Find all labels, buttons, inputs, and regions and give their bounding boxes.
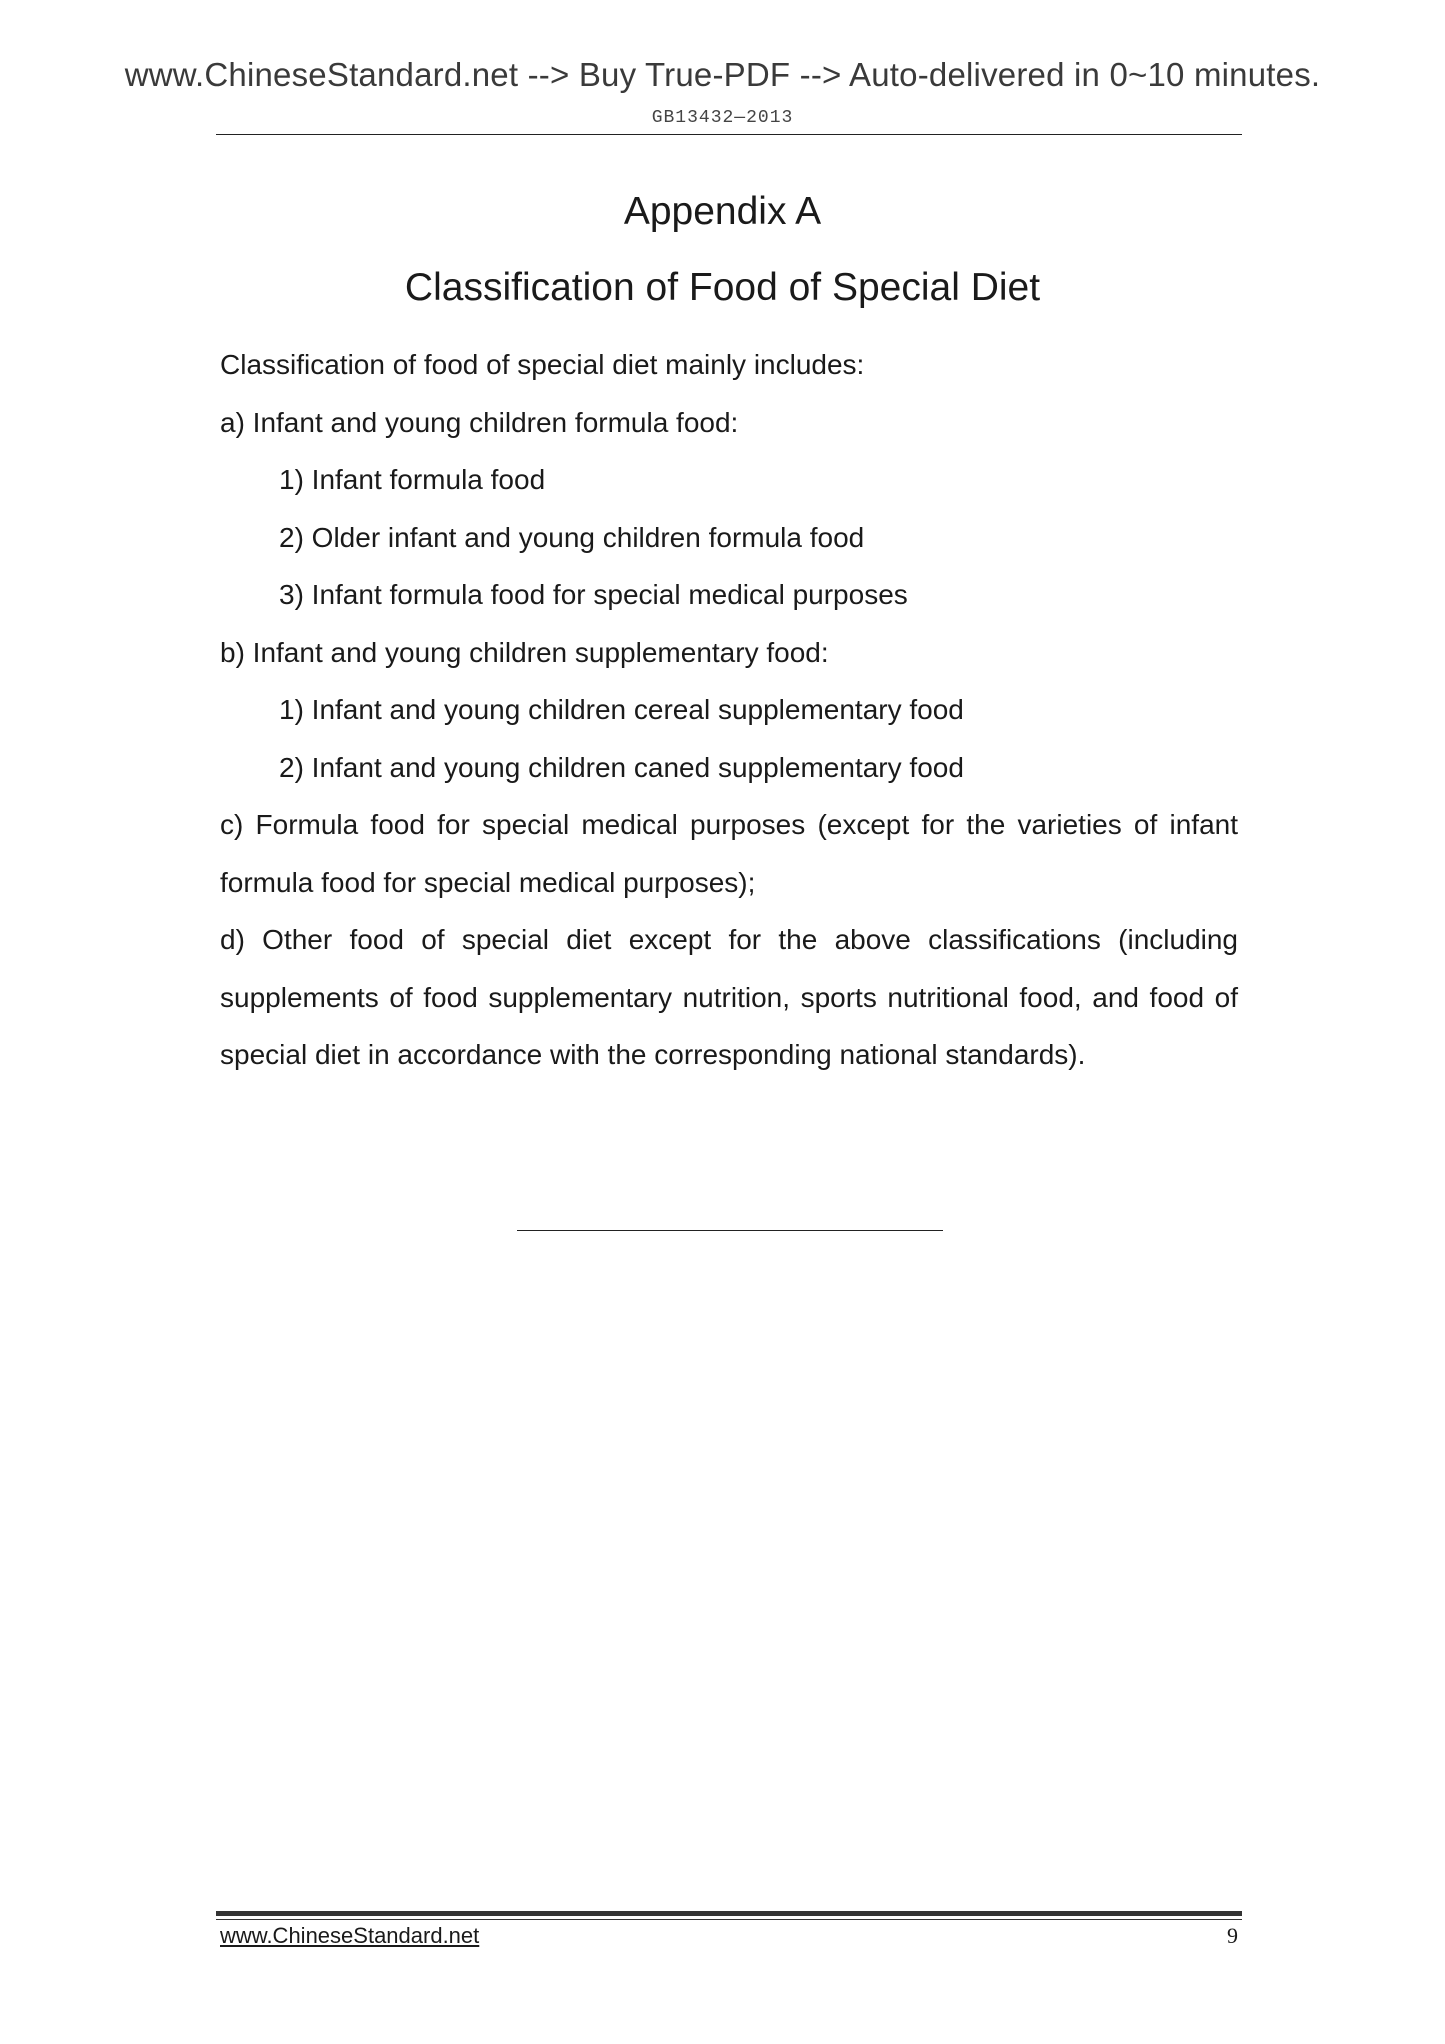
list-item-b-2: 2) Infant and young children caned supplementary food: [279, 751, 964, 783]
list-item-a-1: 1) Infant formula food: [279, 464, 546, 495]
standard-code: GB13432—2013: [651, 108, 794, 128]
list-item-c: c) Formula food for special medical purposes (except for the varieties of infant formula food for special medical purposes);: [220, 809, 1238, 898]
end-of-text-rule: [517, 1230, 943, 1231]
document-body: [220, 336, 1238, 1084]
list-item-a-2: 2) Older infant and young children formula food: [279, 521, 865, 553]
intro-paragraph: Classification of food of special diet mainly includes:: [220, 349, 865, 380]
list-item-b: b) Infant and young children supplementary food:: [220, 636, 829, 668]
top-banner: www.ChineseStandard.net --> Buy True-PDF --> Auto-delivered in 0~10 minutes.: [124, 56, 1321, 93]
page-number: 9: [1227, 1923, 1238, 1948]
footer-divider-thick: [216, 1911, 1242, 1916]
list-item-b-1: 1) Infant and young children cereal supplementary food: [279, 694, 964, 725]
list-item-a: a) Infant and young children formula food:: [220, 406, 739, 438]
footer-website-link[interactable]: www.ChineseStandard.net: [220, 1923, 480, 1948]
footer-divider-thin: [216, 1919, 1242, 1920]
header-divider: [216, 134, 1242, 135]
appendix-label: Appendix A: [623, 190, 822, 233]
list-item-d: d) Other food of special diet except for the above classifications (including supplements of food supplementary nutrition, sports nutritional food, and food of special diet in accordance with the corresponding national standards).: [220, 924, 1238, 1070]
list-item-a-3: 3) Infant formula food for special medical purposes: [279, 579, 908, 610]
appendix-title: Classification of Food of Special Diet: [404, 266, 1041, 309]
